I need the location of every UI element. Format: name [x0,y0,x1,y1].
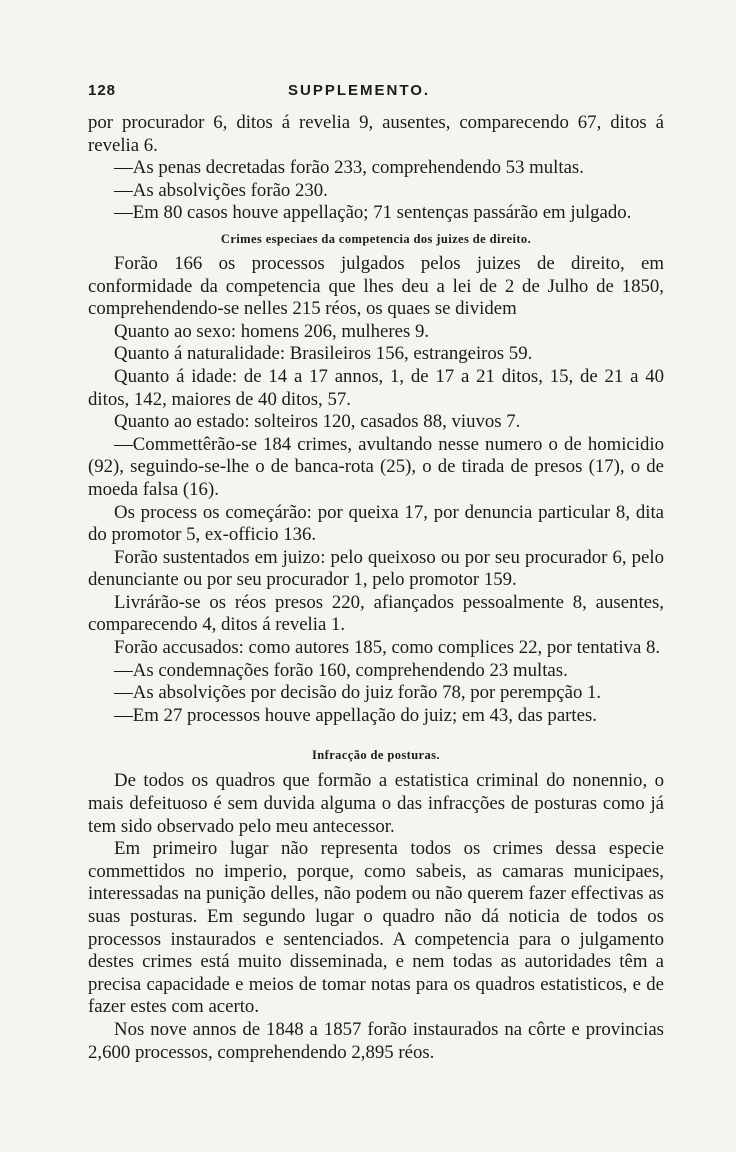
paragraph: —As absolvições por decisão do juiz forão 78, por perempção 1. [114,682,602,704]
paragraph: Forão sustentados em juizo: pelo queixoso ou por seu procurador 6, pelo denunciante ou por seu procurador 1, pelo promotor 159. [88,546,664,591]
paragraph: —As condemnações forão 160, comprehendendo 23 multas. [114,659,568,681]
paragraph: por procurador 6, ditos á revelia 9, ausentes, comparecendo 67, ditos á revelia 6. [88,112,664,156]
paragraph: Quanto ao sexo: homens 206, mulheres 9. [114,320,430,342]
section-heading: Crimes especiaes da competencia dos juizes de direito. [220,231,532,246]
paragraph: Quanto á idade: de 14 a 17 annos, 1, de 17 a 21 ditos, 15, de 21 a 40 ditos, 142, maiores de 40 ditos, 57. [88,365,664,410]
paragraph: Em primeiro lugar não representa todos os crimes dessa especie commettidos no imperio, porque, como sabeis, as camaras municipaes, interessadas na punição delles, não podem ou não querem fazer effectivas as suas posturas. Em segundo lugar o quadro não dá noticia de todos os processos instaurados e sentenciados. A competencia para o julgamento destes crimes está muito disseminada, e nem todas as autoridades têm a precisa capacidade e meios de tomar notas para os quadros estatisticos, e de fazer estes com acerto. [88,838,664,1018]
page-number: 128 [88,82,117,99]
paragraph: Livrárão-se os réos presos 220, afiançados pessoalmente 8, ausentes, comparecendo 4, ditos á revelia 1. [88,591,664,636]
paragraph: —Em 80 casos houve appellação; 71 sentenças passárão em julgado. [114,202,632,224]
paragraph: Forão 166 os processos julgados pelos juizes de direito, em conformidade da competencia que lhes deu a lei de 2 de Julho de 1850, comprehendendo-se nelles 215 réos, os quaes se dividem [88,252,664,320]
section-heading: Infracção de posturas. [312,748,440,763]
running-title: SUPPLEMENTO. [288,82,431,99]
body-text [88,112,664,1064]
paragraph: —Em 27 processos houve appellação do juiz; em 43, das partes. [114,704,597,726]
paragraph: —As absolvições forão 230. [114,179,328,201]
paragraph: Quanto ao estado: solteiros 120, casados 88, viuvos 7. [114,411,521,433]
paragraph: Os process os começárão: por queixa 17, por denuncia particular 8, dita do promotor 5, ex-officio 136. [88,501,664,546]
paragraph: —Commettêrão-se 184 crimes, avultando nesse numero o de homicidio (92), seguindo-se-lhe o de banca-rota (25), o de tirada de presos (17), o de moeda falsa (16). [88,433,664,500]
paragraph: Quanto á naturalidade: Brasileiros 156, estrangeiros 59. [114,343,533,365]
paragraph: Forão accusados: como autores 185, como complices 22, por tentativa 8. [114,637,661,659]
paragraph: —As penas decretadas forão 233, comprehendendo 53 multas. [114,157,584,179]
page-header [88,82,668,108]
paragraph: Nos nove annos de 1848 a 1857 forão instaurados na côrte e provincias 2,600 processos, comprehendendo 2,895 réos. [88,1018,664,1063]
paragraph: De todos os quadros que formão a estatistica criminal do nonennio, o mais defeituoso é sem duvida alguma o das infracções de posturas como já tem sido observado pelo meu antecessor. [88,770,664,837]
